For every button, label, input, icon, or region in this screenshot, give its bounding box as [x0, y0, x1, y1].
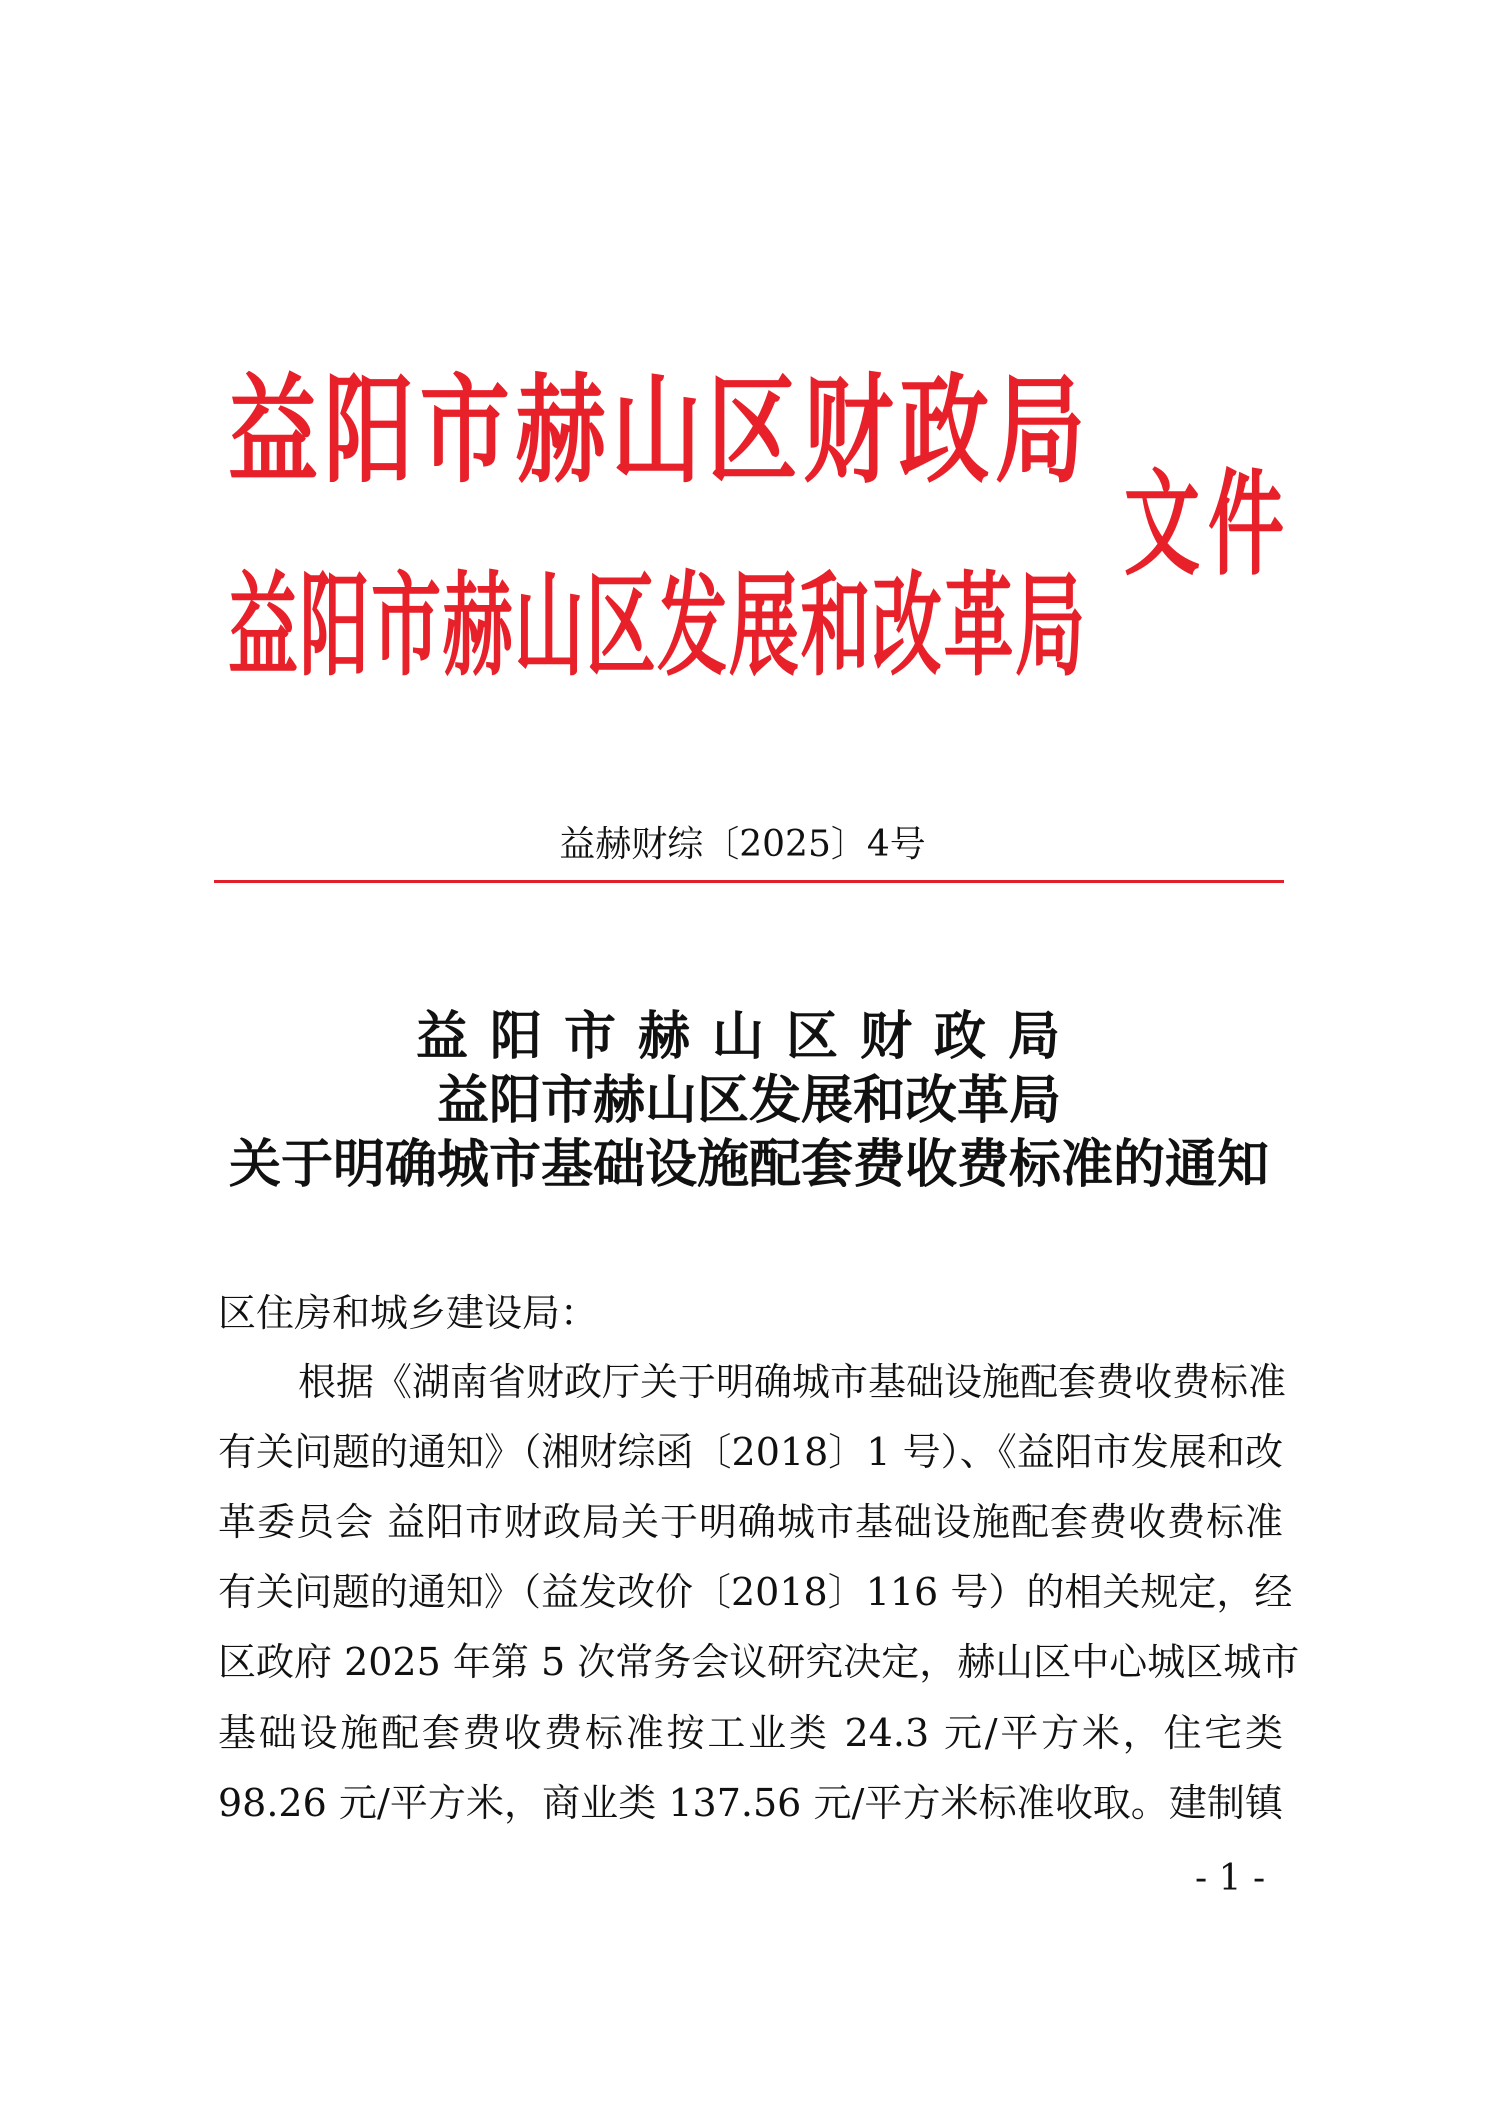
- body-line: 革委员会 益阳市财政局关于明确城市基础设施配套费收费标准: [218, 1500, 1283, 1544]
- body-line: 98.26 元/平方米，商业类 137.56 元/平方米标准收取。建制镇: [218, 1781, 1283, 1825]
- document-label: 文件: [1124, 457, 1284, 591]
- body-line: 基础设施配套费收费标准按工业类 24.3 元/平方米，住宅类: [218, 1711, 1283, 1755]
- issuing-agency-development: 益阳市赫山区发展和改革局: [228, 560, 1085, 692]
- red-divider: [214, 880, 1284, 883]
- document-number: 益赫财综〔2025〕4号: [559, 824, 926, 865]
- salutation: 区住房和城乡建设局：: [218, 1291, 599, 1335]
- body-line: 有关问题的通知》（湘财综函〔2018〕1 号）、《益阳市发展和改: [218, 1430, 1283, 1474]
- issuing-agency-finance: 益阳市赫山区财政局: [228, 363, 1085, 500]
- page-number: - 1 -: [1195, 1858, 1266, 1899]
- body-line: 有关问题的通知》（益发改价〔2018〕116 号）的相关规定，经: [218, 1570, 1293, 1614]
- title-line-3: 关于明确城市基础设施配套费收费标准的通知: [228, 1135, 1269, 1195]
- body-line: 区政府 2025 年第 5 次常务会议研究决定，赫山区中心城区城市: [218, 1640, 1300, 1684]
- title-line-1: 益阳市赫山区财政局: [415, 1007, 1082, 1067]
- body-line: 根据《湖南省财政厅关于明确城市基础设施配套费收费标准: [298, 1360, 1287, 1404]
- title-line-2: 益阳市赫山区发展和改革局: [436, 1071, 1061, 1131]
